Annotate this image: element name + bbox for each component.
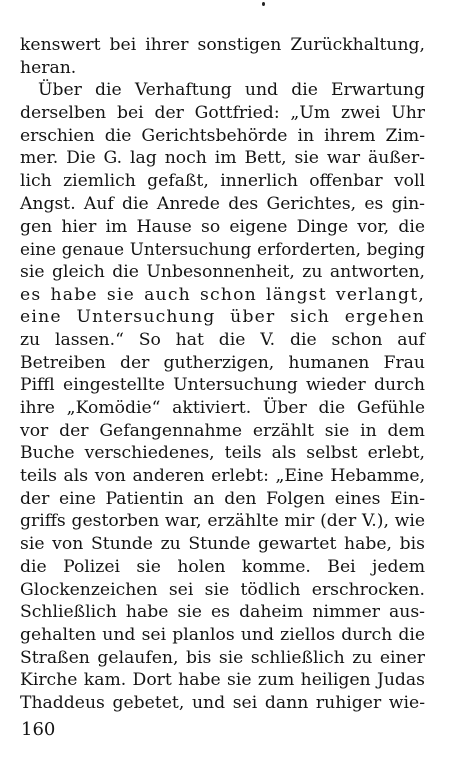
text-line: Betreiben der gutherzigen, humanen Frau	[20, 352, 425, 373]
text-line: die Polizei sie holen komme. Bei jedem	[20, 556, 425, 577]
text-line: erschien die Gerichtsbehörde in ihrem Zim-	[20, 125, 425, 146]
text-line: Buche verschiedenes, teils als selbst erlebt,	[20, 443, 425, 464]
print-speck	[262, 2, 265, 6]
text-line: Glockenzeichen sei sie tödlich erschrocken.	[20, 579, 425, 600]
text-line: Über die Verhaftung und die Erwartung	[38, 80, 425, 101]
text-line: sie gleich die Unbesonnenheit, zu antworten,	[20, 261, 425, 282]
text-line: kenswert bei ihrer sonstigen Zurückhaltung,	[20, 35, 425, 55]
page-number: 160	[21, 719, 56, 740]
text-line: Angst. Auf die Anrede des Gerichtes, es gin-	[20, 193, 425, 214]
text-line: zu lassen.“ So hat die V. die schon auf	[20, 329, 425, 350]
text-line: griffs gestorben war, erzählte mir (der V.), wie	[20, 511, 425, 532]
text-line: Schließlich habe sie es daheim nimmer aus-	[20, 602, 425, 623]
text-line: Straßen gelaufen, bis sie schließlich zu einer	[20, 647, 425, 668]
text-line: gehalten und sei planlos und ziellos durch die	[20, 624, 425, 645]
body-text	[20, 34, 425, 715]
text-line: Piffl eingestellte Untersuchung wieder durch	[20, 375, 425, 396]
text-line: Thaddeus gebetet, und sei dann ruhiger wie-	[20, 692, 425, 713]
text-line: es habe sie auch schon längst verlangt,	[20, 284, 425, 305]
text-line: gen hier im Hause so eigene Dinge vor, die	[20, 216, 425, 237]
text-line: der eine Patientin an den Folgen eines Ein-	[20, 488, 425, 509]
text-line: vor der Gefangennahme erzählt sie in dem	[20, 420, 425, 441]
text-line: ihre „Komödie“ aktiviert. Über die Gefühle	[20, 398, 425, 418]
text-line: eine Untersuchung über sich ergehen	[20, 307, 425, 328]
text-line: lich ziemlich gefaßt, innerlich offenbar voll	[20, 171, 425, 192]
text-line: Kirche kam. Dort habe sie zum heiligen Judas	[20, 670, 425, 691]
text-line: heran.	[20, 57, 77, 78]
text-line: eine genaue Untersuchung erforderten, beging	[20, 239, 425, 260]
text-line: sie von Stunde zu Stunde gewartet habe, bis	[20, 534, 425, 555]
text-line: teils als von anderen erlebt: „Eine Hebamme,	[20, 466, 425, 487]
text-line: derselben bei der Gottfried: „Um zwei Uhr	[20, 103, 425, 124]
text-line: mer. Die G. lag noch im Bett, sie war äußer-	[20, 148, 425, 169]
